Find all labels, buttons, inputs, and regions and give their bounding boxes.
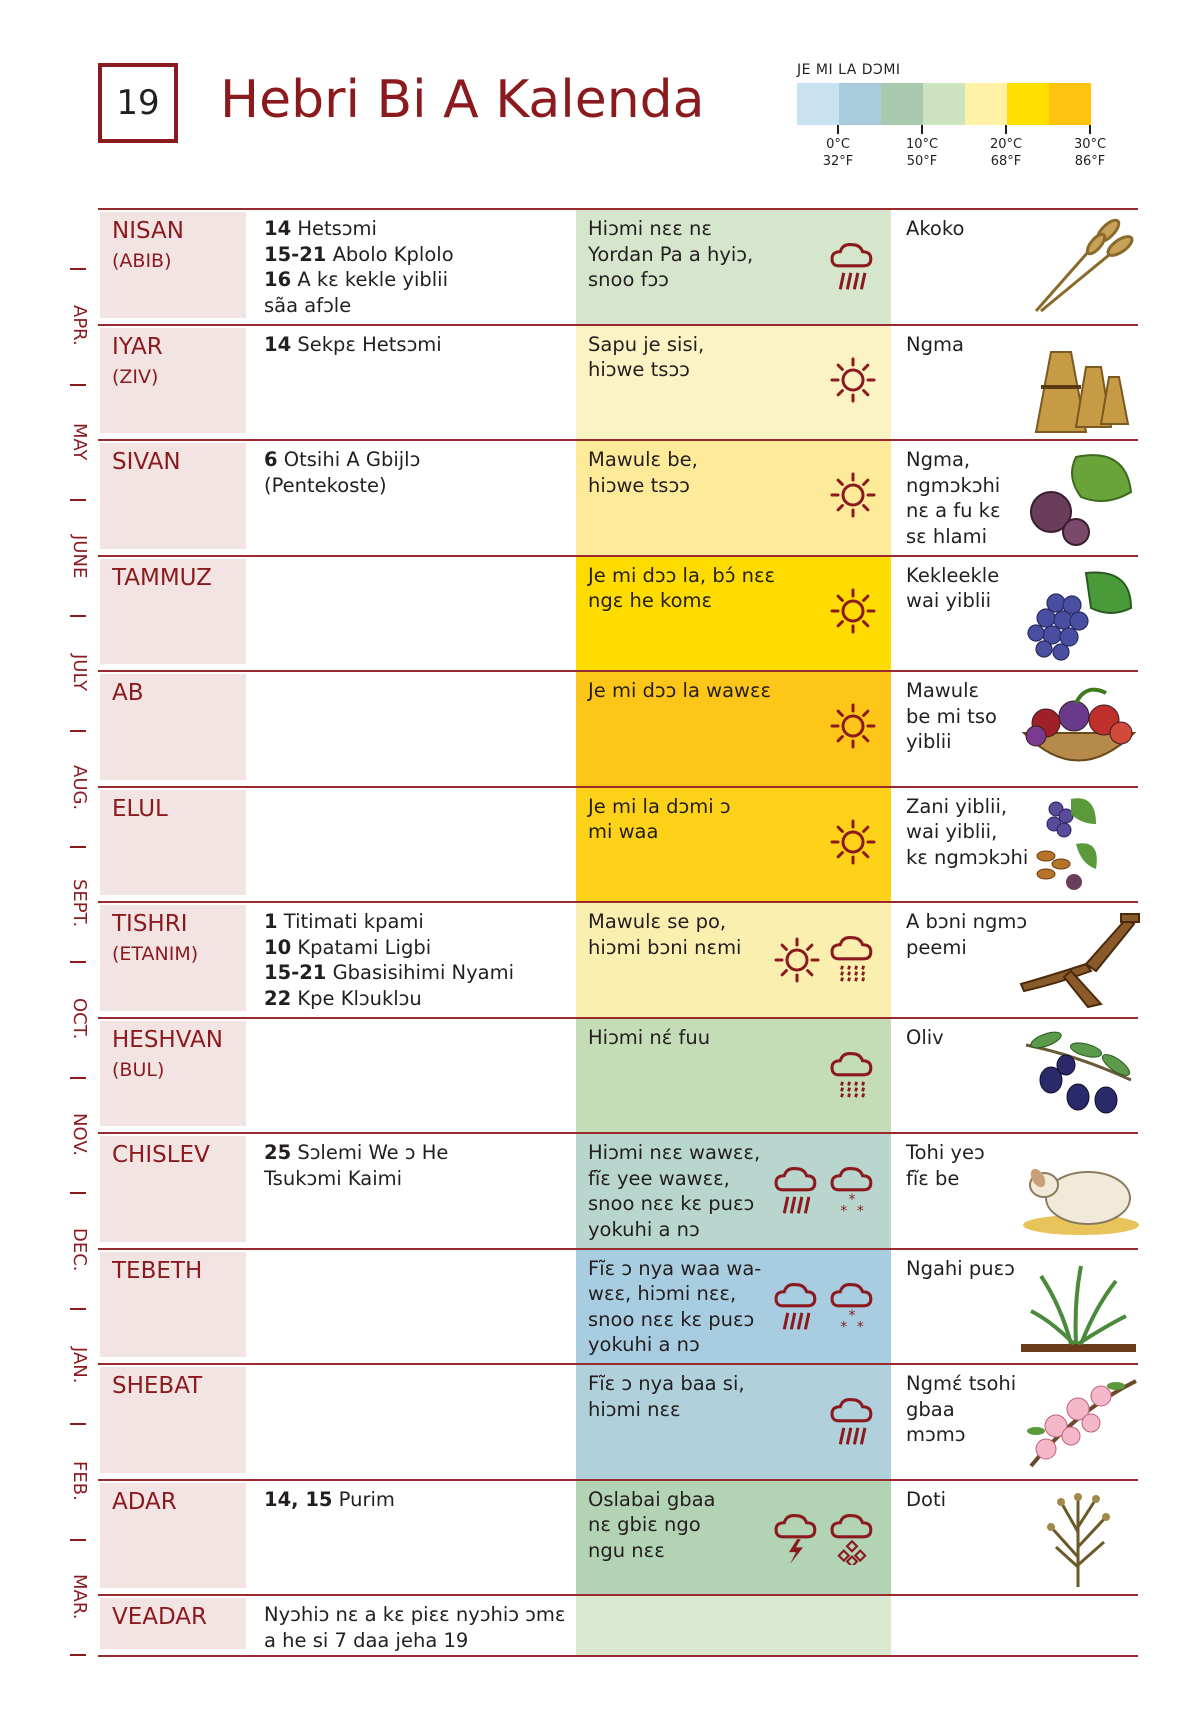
festival-name: Hetsɔmi: [291, 217, 377, 240]
festival-day: 22: [264, 986, 292, 1010]
hebrew-month-name: SHEBAT: [112, 1373, 203, 1399]
svg-text:*: *: [848, 1191, 856, 1208]
weather-line: Hiɔmi nɛ́ fuu: [588, 1025, 711, 1049]
legend-swatch-4: [965, 83, 1007, 125]
gregorian-month-strip: [66, 208, 90, 1658]
agriculture-text: [906, 909, 1027, 960]
agriculture-text: [906, 1487, 946, 1513]
barley-icon: [1016, 216, 1141, 318]
festival-list: [264, 332, 442, 358]
hebrew-month-name: VEADAR: [112, 1604, 208, 1630]
side-month-label: JULY: [69, 653, 90, 691]
agriculture-line: wai yiblii,: [906, 820, 998, 843]
weather-description: [588, 216, 753, 293]
festival-list: [264, 1140, 448, 1191]
side-month-label: FEB.: [69, 1460, 90, 1501]
hebrew-month-name: TAMMUZ: [112, 564, 212, 591]
tick-10: [921, 125, 923, 134]
month-row-tebeth: [98, 1248, 1138, 1364]
weather-line: snoo nɛɛ kɛ puɛɔ: [588, 1192, 755, 1215]
agriculture-line: Oliv: [906, 1025, 944, 1049]
festival-item: [264, 293, 454, 319]
side-month-label: MAR.: [69, 1573, 90, 1619]
festival-item: [264, 986, 514, 1012]
legend-swatch-5: [1007, 83, 1049, 125]
agriculture-line: Ngma: [906, 332, 964, 356]
legend-label-30: 30°C 86°F: [1073, 137, 1107, 169]
festival-item: [264, 960, 514, 986]
agriculture-text: [906, 678, 997, 755]
side-tick: [70, 730, 86, 732]
agriculture-line: mɔmɔ: [906, 1423, 966, 1446]
weather-line: Je mi dɔɔ la, bɔ́ nɛɛ: [588, 563, 776, 587]
hebrew-month-name: CHISLEV: [112, 1142, 210, 1168]
hebrew-month-alt-name: (ABIB): [112, 250, 172, 272]
festival-name: Kpatami Ligbi: [291, 935, 432, 959]
festival-item: [264, 1602, 565, 1628]
weather-line: Fĩɛ ɔ nya waa wa-: [588, 1256, 762, 1280]
side-tick: [70, 499, 86, 501]
blossom-icon: [1016, 1371, 1141, 1473]
sun-icon: [829, 818, 877, 870]
temperature-scale: [797, 83, 1091, 125]
weather-line: hiɔmi bɔni nɛmi: [588, 935, 742, 959]
festival-list: [264, 909, 514, 1011]
agriculture-line: ngmɔkɔhi: [906, 473, 1001, 497]
weather-line: Hiɔmi nɛɛ nɛ: [588, 217, 712, 240]
festival-name: Kpe Klɔuklɔu: [291, 986, 422, 1010]
agriculture-line: be mi tso: [906, 704, 997, 728]
weather-line: ngu nɛɛ: [588, 1538, 665, 1562]
festival-day: 6: [264, 448, 278, 471]
festival-item: [264, 447, 420, 473]
weather-icons: [829, 471, 877, 523]
month-row-veadar: [98, 1594, 1138, 1657]
weather-icons: [827, 1395, 877, 1453]
svg-text:*: *: [840, 1203, 848, 1218]
month-row-chislev: [98, 1132, 1138, 1248]
festival-item: [264, 267, 454, 293]
month-row-shebat: [98, 1363, 1138, 1479]
agriculture-line: Akoko: [906, 217, 965, 240]
festival-day: 14: [264, 217, 292, 240]
sun-icon: [773, 936, 821, 988]
weather-icons: [829, 356, 877, 408]
weather-icons: [827, 240, 877, 298]
festival-name: Nyɔhiɔ nɛ a kɛ piɛɛ nyɔhiɔ ɔmɛ: [264, 1603, 566, 1626]
agriculture-text: [906, 794, 1028, 871]
hebrew-month-name: SIVAN: [112, 449, 181, 475]
festival-day: 15-21: [264, 961, 327, 984]
festival-name: a he si 7 daa jeha 19: [264, 1628, 469, 1652]
agriculture-line: Kekleekle: [906, 563, 1000, 587]
drizzle-icon: [827, 933, 877, 991]
weather-line: ngɛ he komɛ: [588, 589, 713, 612]
rain-icon: [827, 1395, 877, 1453]
side-month-label: MAY: [69, 422, 90, 460]
sheep-icon: [1016, 1140, 1141, 1242]
svg-text:*: *: [848, 1307, 856, 1324]
festival-name: (Pentekoste): [264, 473, 387, 497]
weather-description: [588, 563, 775, 614]
weather-description: [588, 794, 731, 845]
hebrew-month-name: ELUL: [112, 795, 168, 822]
weather-line: snoo nɛɛ kɛ puɛɔ: [588, 1307, 755, 1331]
festival-item: [264, 242, 454, 268]
weather-icons: [773, 933, 877, 991]
month-row-ab: [98, 670, 1138, 786]
agriculture-line: A bɔni ngmɔ: [906, 910, 1028, 933]
agriculture-line: Doti: [906, 1487, 947, 1511]
side-month-label: NOV.: [69, 1112, 90, 1156]
side-month-label: DEC.: [69, 1227, 90, 1272]
agriculture-text: [906, 332, 964, 358]
agriculture-line: Ngmɛ́ tsohi: [906, 1372, 1017, 1395]
weather-line: Fĩɛ ɔ nya baa si,: [588, 1372, 745, 1395]
legend-swatch-1: [839, 83, 881, 125]
fig-icon: [1016, 447, 1141, 549]
festival-day: 25: [264, 1141, 292, 1164]
weather-line: Je mi dɔɔ la wawɛɛ: [588, 679, 772, 702]
rain-icon: [771, 1280, 821, 1338]
weather-line: Sapu je sisi,: [588, 332, 705, 356]
legend-label-20: 20°C 68°F: [989, 137, 1023, 169]
side-tick: [70, 1654, 86, 1656]
weather-line: yokuhi a nɔ: [588, 1217, 700, 1241]
agriculture-line: Mawulɛ: [906, 679, 980, 702]
festival-day: 14, 15: [264, 1487, 333, 1511]
agriculture-line: fĩɛ be: [906, 1166, 960, 1190]
festival-name: A kɛ kekle yiblii: [291, 268, 448, 291]
hail-icon: [827, 1511, 877, 1569]
side-tick: [70, 1192, 86, 1194]
sprout-icon: [1016, 1256, 1141, 1358]
agriculture-line: nɛ a fu kɛ: [906, 499, 1001, 522]
month-row-iyar: [98, 324, 1138, 440]
festival-list: [264, 216, 454, 318]
festival-item: [264, 935, 514, 961]
agriculture-line: Zani yiblii,: [906, 794, 1008, 818]
side-tick: [70, 1423, 86, 1425]
side-month-label: APR.: [69, 305, 90, 347]
side-tick: [70, 1077, 86, 1079]
festival-item: [264, 216, 454, 242]
month-row-sivan: [98, 439, 1138, 555]
drizzle-icon: [827, 1049, 877, 1107]
agriculture-text: [906, 447, 1001, 549]
side-month-label: SEPT.: [69, 879, 90, 928]
hebrew-month-name: TISHRI: [112, 911, 188, 937]
festival-day: 15-21: [264, 242, 327, 266]
side-tick: [70, 1539, 86, 1541]
snow-icon: [827, 1164, 877, 1222]
festival-name: Purim: [332, 1487, 395, 1511]
weather-description: [588, 1140, 760, 1242]
weather-line: Mawulɛ be,: [588, 448, 698, 471]
agriculture-line: wai yiblii: [906, 589, 992, 612]
weather-line: Mawulɛ se po,: [588, 910, 727, 933]
dates-icon: [1016, 794, 1141, 896]
plow-icon: [1016, 909, 1141, 1011]
agriculture-line: gbaa: [906, 1397, 955, 1421]
weather-icons: [829, 818, 877, 870]
agriculture-text: [906, 1025, 944, 1051]
festival-name: Sekpɛ Hetsɔmi: [291, 332, 442, 356]
weather-line: hiɔwe tsɔɔ: [588, 473, 690, 497]
agriculture-line: sɛ hlami: [906, 524, 988, 548]
agriculture-line: Tohi yeɔ: [906, 1141, 985, 1164]
grapes-icon: [1016, 563, 1141, 665]
festival-name: Titimati kpami: [277, 910, 424, 933]
page-number: 19: [98, 63, 178, 143]
weather-description: [588, 909, 741, 960]
festival-item: [264, 1487, 395, 1513]
side-tick: [70, 268, 86, 270]
hebrew-month-alt-name: (BUL): [112, 1058, 165, 1081]
festival-list: [264, 1487, 395, 1513]
weather-line: snoo fɔɔ: [588, 268, 669, 291]
rain-icon: [771, 1164, 821, 1222]
legend-label-0: 0°C 32°F: [822, 137, 854, 169]
sun-icon: [829, 356, 877, 408]
hebrew-month-alt-name: (ETANIM): [112, 943, 199, 965]
festival-name: Sɔlemi We ɔ He: [291, 1141, 449, 1164]
side-month-label: AUG.: [69, 765, 90, 811]
weather-description: [588, 1256, 761, 1358]
agriculture-line: kɛ ngmɔkɔhi: [906, 845, 1029, 869]
weather-icons: [829, 587, 877, 639]
sheaves-icon: [1016, 332, 1141, 434]
tick-0: [837, 125, 839, 134]
snow-icon: [827, 1280, 877, 1338]
festival-name: sãa afɔle: [264, 293, 352, 317]
weather-description: [588, 1025, 710, 1051]
festival-list: [264, 1602, 565, 1653]
festival-item: [264, 473, 420, 499]
temperature-legend-title: JE MI LA DƆMI: [797, 62, 901, 78]
temperature-ticks: [797, 125, 1097, 135]
festival-name: Gbasisihimi Nyami: [326, 961, 515, 984]
weather-line: Je mi la dɔmi ɔ: [588, 794, 731, 818]
weather-icons: [771, 1280, 877, 1338]
side-tick: [70, 1308, 86, 1310]
agriculture-line: yiblii: [906, 730, 952, 753]
festival-name: Tsukɔmi Kaimi: [264, 1166, 403, 1190]
agriculture-line: Ngma,: [906, 448, 971, 471]
side-month-label: OCT.: [69, 998, 90, 1040]
festival-day: 14: [264, 332, 292, 356]
flax-icon: [1016, 1487, 1141, 1589]
weather-band: [576, 1596, 891, 1655]
hebrew-month-name: HESHVAN: [112, 1026, 223, 1053]
weather-icons: [827, 1049, 877, 1107]
side-month-label: JUNE: [69, 535, 90, 579]
weather-description: [588, 1487, 715, 1564]
weather-line: Yordan Pa a hyiɔ,: [588, 242, 754, 266]
festival-list: [264, 447, 420, 498]
hebrew-month-name: NISAN: [112, 218, 184, 244]
festival-item: [264, 332, 442, 358]
festival-day: 16: [264, 268, 292, 291]
agriculture-line: peemi: [906, 935, 967, 959]
month-row-tishri: [98, 901, 1138, 1017]
month-row-nisan: [98, 208, 1138, 324]
olive-icon: [1016, 1025, 1141, 1127]
fruit-basket-icon: [1016, 678, 1141, 780]
weather-line: Oslabai gbaa: [588, 1487, 716, 1511]
agriculture-text: [906, 216, 964, 242]
hebrew-month-name: TEBETH: [112, 1257, 203, 1284]
svg-text:*: *: [856, 1319, 864, 1334]
legend-swatch-2: [881, 83, 923, 125]
sun-icon: [829, 471, 877, 523]
agriculture-line: Ngahi puɛɔ: [906, 1256, 1015, 1280]
sun-icon: [829, 587, 877, 639]
storm-icon: [771, 1511, 821, 1569]
festival-day: 10: [264, 935, 292, 959]
legend-swatch-0: [797, 83, 839, 125]
side-tick: [70, 846, 86, 848]
agriculture-text: [906, 1140, 985, 1191]
weather-line: fĩɛ yee wawɛɛ,: [588, 1166, 730, 1190]
weather-description: [588, 678, 771, 704]
festival-item: [264, 909, 514, 935]
weather-line: nɛ gbiɛ ngo: [588, 1513, 701, 1536]
hebrew-month-name: ADAR: [112, 1488, 177, 1515]
side-tick: [70, 384, 86, 386]
festival-day: 1: [264, 910, 278, 933]
tick-20: [1005, 125, 1007, 134]
agriculture-text: [906, 1371, 1016, 1448]
weather-icons: [771, 1511, 877, 1569]
agriculture-text: [906, 563, 999, 614]
tick-30: [1089, 125, 1091, 134]
weather-description: [588, 332, 704, 383]
weather-icons: [829, 702, 877, 754]
calendar-table: [98, 208, 1138, 1657]
month-row-elul: [98, 786, 1138, 902]
rain-icon: [827, 240, 877, 298]
page-title: Hebri Bi A Kalenda: [220, 70, 705, 130]
legend-label-10: 10°C 50°F: [905, 137, 939, 169]
weather-line: Hiɔmi nɛɛ wawɛɛ,: [588, 1141, 761, 1164]
svg-text:*: *: [856, 1203, 864, 1218]
hebrew-month-name: IYAR: [112, 333, 163, 360]
festival-item: [264, 1166, 448, 1192]
weather-line: hiɔmi nɛɛ: [588, 1397, 681, 1421]
weather-line: mi waa: [588, 820, 659, 843]
side-month-label: JAN.: [69, 1347, 90, 1384]
weather-line: hiɔwe tsɔɔ: [588, 358, 690, 381]
svg-text:*: *: [840, 1319, 848, 1334]
festival-name: Otsihi A Gbijlɔ: [277, 448, 421, 471]
month-row-adar: [98, 1479, 1138, 1595]
weather-line: wɛɛ, hiɔmi nɛɛ,: [588, 1282, 737, 1305]
legend-swatch-6: [1049, 83, 1091, 125]
weather-icons: [771, 1164, 877, 1222]
agriculture-text: [906, 1256, 1015, 1282]
weather-line: yokuhi a nɔ: [588, 1333, 700, 1356]
hebrew-month-name: AB: [112, 680, 144, 706]
hebrew-month-alt-name: (ZIV): [112, 365, 159, 388]
side-tick: [70, 961, 86, 963]
side-tick: [70, 615, 86, 617]
month-row-tammuz: [98, 555, 1138, 671]
legend-swatch-3: [923, 83, 965, 125]
month-row-heshvan: [98, 1017, 1138, 1133]
festival-name: Abolo Kplolo: [326, 242, 454, 266]
weather-description: [588, 1371, 745, 1422]
weather-description: [588, 447, 698, 498]
festival-item: [264, 1628, 565, 1654]
festival-item: [264, 1140, 448, 1166]
sun-icon: [829, 702, 877, 754]
